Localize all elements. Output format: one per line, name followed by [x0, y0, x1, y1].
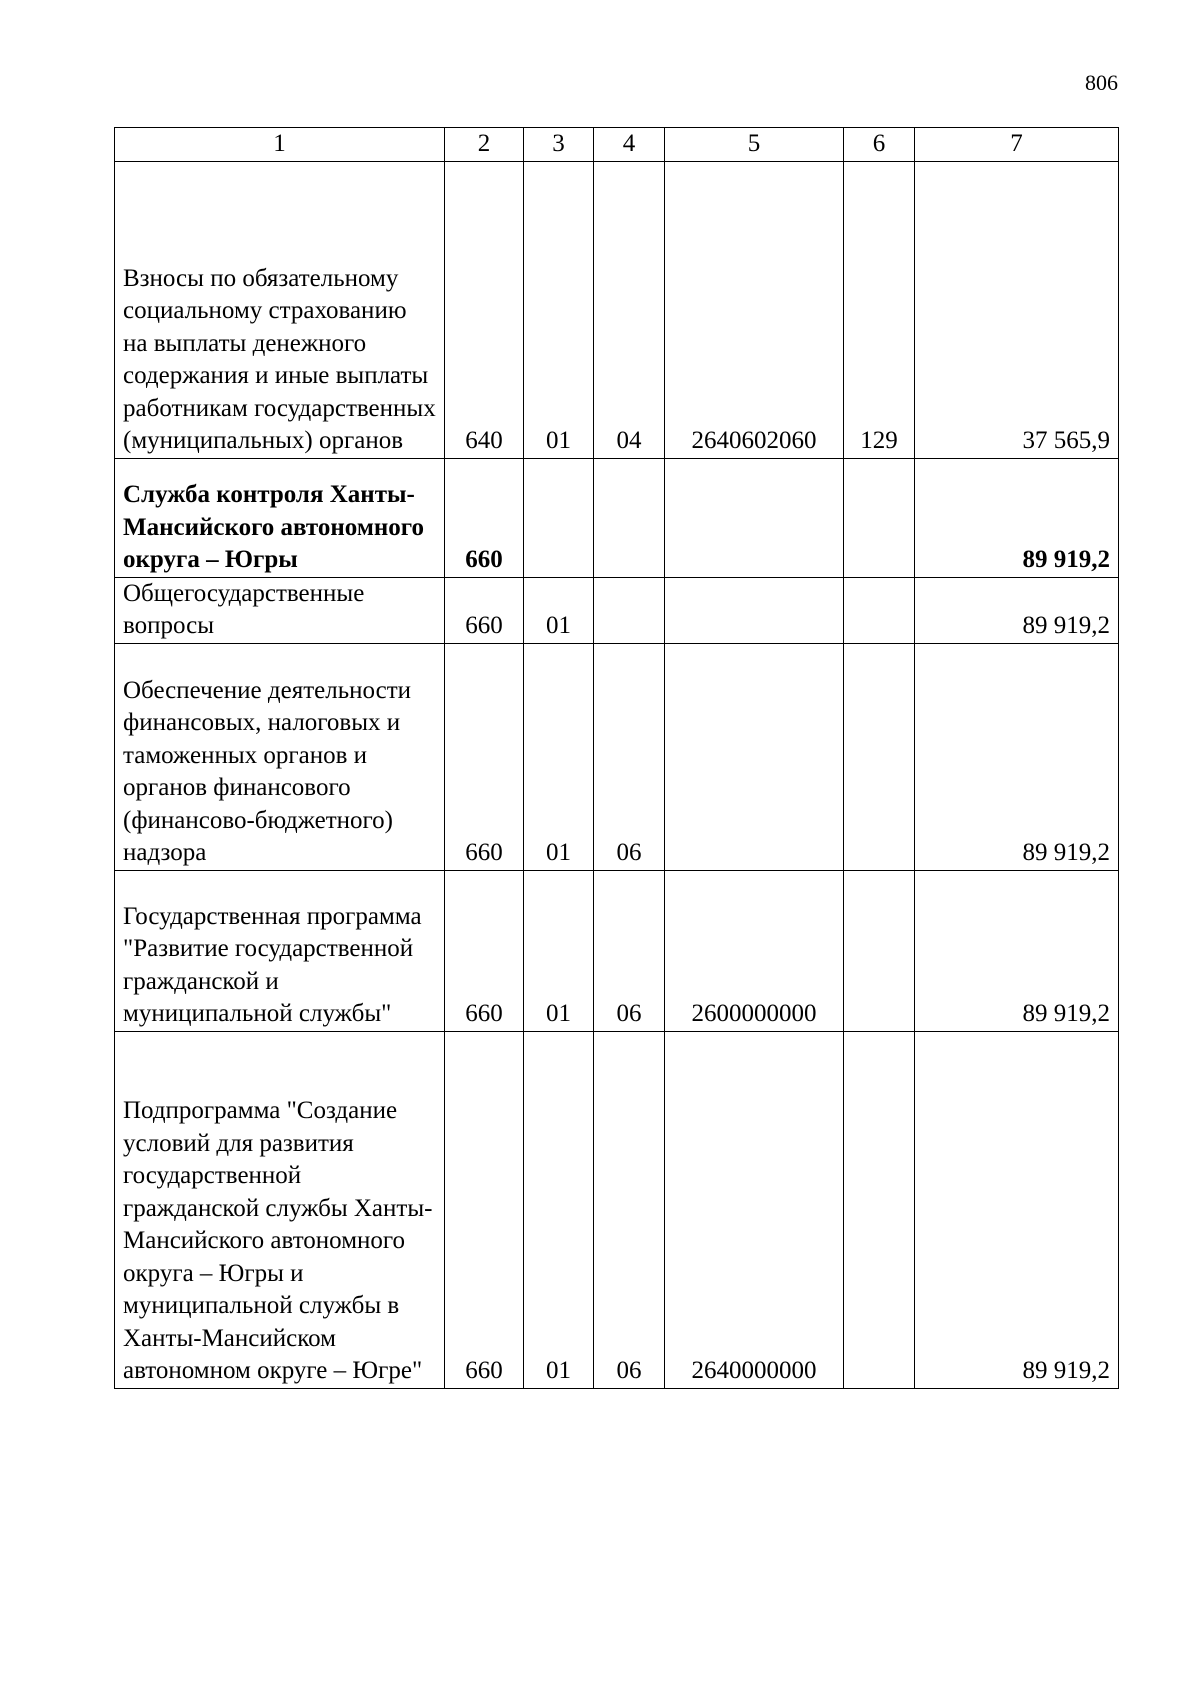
column-header-6: 6 [844, 128, 915, 162]
col4-cell [594, 577, 665, 643]
col4-cell: 06 [594, 1031, 665, 1388]
table-row [115, 161, 1119, 458]
col4-cell: 04 [594, 161, 665, 458]
col2-cell: 660 [445, 643, 524, 870]
col6-cell [844, 458, 915, 577]
col6-cell [844, 643, 915, 870]
col3-cell: 01 [524, 1031, 594, 1388]
col3-cell: 01 [524, 161, 594, 458]
table-row [115, 870, 1119, 1031]
col5-cell: 2640602060 [665, 161, 844, 458]
col2-cell: 660 [445, 1031, 524, 1388]
column-header-4: 4 [594, 128, 665, 162]
row-name-cell: Государственная программа "Развитие государственной гражданской и муниципальной службы" [115, 870, 445, 1031]
col4-cell [594, 458, 665, 577]
col3-cell: 01 [524, 643, 594, 870]
table-header-row [115, 128, 1119, 162]
row-name-cell: Обеспечение деятельности финансовых, налоговых и таможенных органов и органов финансового (финансово-бюджетного) надзора [115, 643, 445, 870]
col3-cell: 01 [524, 870, 594, 1031]
col7-cell: 89 919,2 [915, 870, 1119, 1031]
page-number: 806 [1085, 70, 1118, 95]
col7-cell: 37 565,9 [915, 161, 1119, 458]
column-header-1: 1 [115, 128, 445, 162]
row-name-cell: Служба контроля Ханты-Мансийского автономного округа – Югры [115, 458, 445, 577]
table-row [115, 1031, 1119, 1388]
col7-cell: 89 919,2 [915, 458, 1119, 577]
col5-cell [665, 577, 844, 643]
col6-cell [844, 577, 915, 643]
col5-cell [665, 643, 844, 870]
col5-cell [665, 458, 844, 577]
col5-cell: 2640000000 [665, 1031, 844, 1388]
budget-table [114, 127, 1119, 1389]
column-header-5: 5 [665, 128, 844, 162]
col3-cell [524, 458, 594, 577]
table-row [115, 577, 1119, 643]
col2-cell: 660 [445, 577, 524, 643]
col6-cell [844, 870, 915, 1031]
col7-cell: 89 919,2 [915, 643, 1119, 870]
column-header-3: 3 [524, 128, 594, 162]
row-name-cell: Подпрограмма "Создание условий для развития государственной гражданской службы Ханты-Мансийского автономного округа – Югры и муниципальной службы в Ханты-Мансийском автономном округе – Югре" [115, 1031, 445, 1388]
row-name-cell: Взносы по обязательному социальному страхованию на выплаты денежного содержания и иные выплаты работникам государственных (муниципальных) органов [115, 161, 445, 458]
col6-cell [844, 1031, 915, 1388]
col2-cell: 660 [445, 458, 524, 577]
row-name-cell: Общегосударственные вопросы [115, 577, 445, 643]
col7-cell: 89 919,2 [915, 577, 1119, 643]
col4-cell: 06 [594, 870, 665, 1031]
col2-cell: 640 [445, 161, 524, 458]
col6-cell: 129 [844, 161, 915, 458]
col3-cell: 01 [524, 577, 594, 643]
column-header-7: 7 [915, 128, 1119, 162]
table-row [115, 643, 1119, 870]
col2-cell: 660 [445, 870, 524, 1031]
col7-cell: 89 919,2 [915, 1031, 1119, 1388]
table-row [115, 458, 1119, 577]
column-header-2: 2 [445, 128, 524, 162]
col5-cell: 2600000000 [665, 870, 844, 1031]
col4-cell: 06 [594, 643, 665, 870]
